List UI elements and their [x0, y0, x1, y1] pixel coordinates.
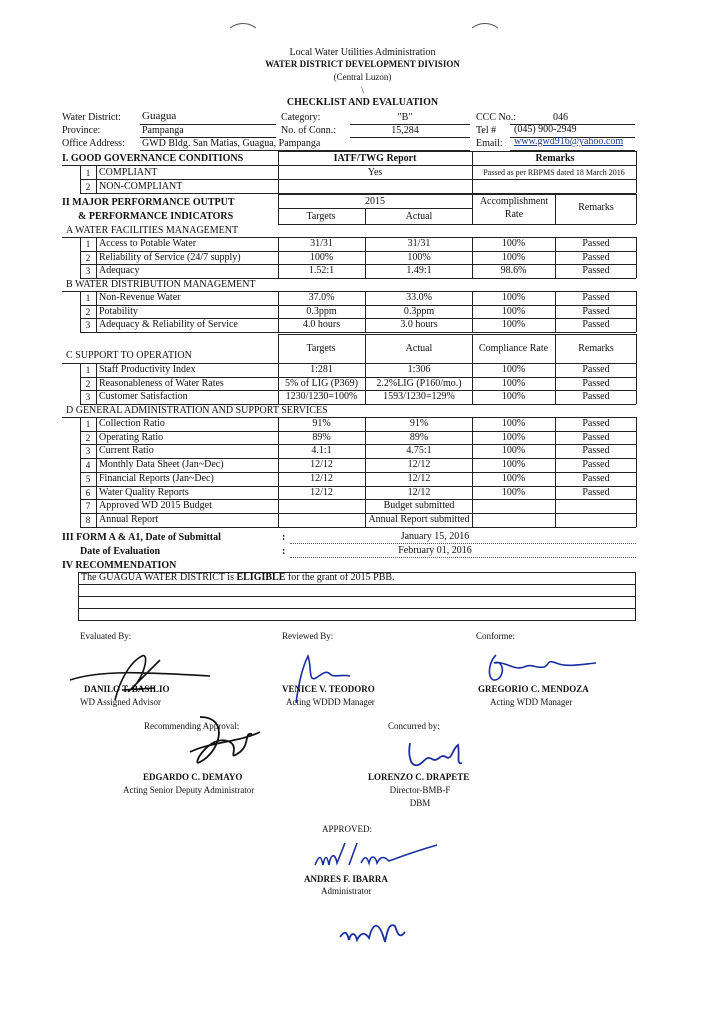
rate-value: 100% — [501, 319, 526, 331]
recommending-approval-label: Recommending Approval: — [144, 721, 240, 731]
actual-value: 89% — [409, 431, 429, 443]
indicator-label: Water Quality Reports — [99, 486, 189, 498]
remarks-value: Passed — [582, 486, 610, 498]
group-d-title: D GENERAL ADMINISTRATION AND SUPPORT SERVICES — [66, 405, 328, 416]
actual-value: 0.3ppm — [403, 305, 435, 317]
remarks-value: Passed — [582, 418, 610, 429]
connections-value: 15,284 — [391, 125, 419, 136]
target-value: 37.0% — [308, 292, 335, 303]
signatory-drapete: LORENZO C. DRAPETE — [368, 772, 470, 782]
target-value: 89% — [312, 431, 331, 443]
rate-value: 100% — [501, 486, 526, 498]
compliant-report: Yes — [367, 167, 383, 178]
remarks-value: Passed — [582, 251, 610, 263]
indicator-label: Annual Report — [99, 513, 159, 525]
initials-mark — [335, 912, 415, 952]
section-1-title: I. GOOD GOVERNANCE CONDITIONS — [62, 153, 244, 164]
signatory-mendoza: GREGORIO C. MENDOZA — [478, 684, 589, 694]
target-value: 31/31 — [310, 238, 333, 249]
rate-value: 100% — [501, 364, 526, 375]
actual-value: Budget submitted — [383, 500, 455, 512]
row-number: 3 — [85, 392, 91, 403]
rate-value: 100% — [501, 238, 526, 249]
ccc-label: CCC No.: — [476, 112, 517, 123]
row-number: 1 — [85, 239, 91, 249]
rate-value: 100% — [501, 431, 526, 443]
col-accomplishment: Accomplishment — [479, 196, 549, 207]
title-basilio: WD Assigned Advisor — [80, 697, 161, 707]
concurred-by-label: Concurred by: — [388, 721, 440, 731]
indicator-label: Operating Ratio — [99, 431, 164, 443]
title-mendoza: Acting WDD Manager — [490, 697, 573, 707]
province-value: Pampanga — [142, 125, 184, 136]
indicator-label: Collection Ratio — [99, 418, 165, 429]
agency-drapete: DBM — [409, 798, 431, 808]
actual-value: 33.0% — [406, 292, 432, 303]
row-number: 2 — [85, 378, 91, 389]
remarks-value: Passed — [582, 391, 610, 403]
title-teodoro: Acting WDDD Manager — [286, 697, 375, 707]
remarks-value: Passed — [582, 364, 610, 375]
col-compliance-rate: Compliance Rate — [478, 343, 549, 354]
remarks-value: Passed — [582, 305, 610, 317]
col-remarks-1: Remarks — [535, 153, 575, 164]
title-drapete: Director-BMB-F — [389, 785, 451, 795]
title-ibarra: Administrator — [321, 886, 372, 896]
region: (Central Luzon) — [333, 72, 392, 82]
remarks-value: Passed — [582, 472, 610, 484]
category-label: Category: — [281, 112, 321, 123]
row-number: 4 — [85, 460, 91, 471]
colon: : — [282, 546, 286, 557]
scan-mark — [228, 18, 258, 32]
rate-value: 98.6% — [500, 265, 527, 277]
remarks-value: Passed — [582, 238, 610, 249]
signature-ibarra — [305, 835, 445, 875]
target-value: 5% of LIG (P369) — [284, 377, 359, 389]
section-2-subtitle: & PERFORMANCE INDICATORS — [78, 211, 234, 222]
rate-value: 100% — [501, 305, 526, 317]
indicator-label: Non-Revenue Water — [99, 292, 181, 303]
target-value: 1230/1230=100% — [285, 391, 358, 403]
indicator-label: Approved WD 2015 Budget — [99, 500, 212, 512]
remarks-value: Passed — [582, 431, 610, 443]
connections-label: No. of Conn.: — [281, 125, 336, 136]
actual-value: 2.2%LIG (P160/mo.) — [376, 377, 462, 389]
row-number: 7 — [85, 501, 91, 512]
compliant-remarks: Passed as per RBPMS dated 18 March 2016 — [483, 168, 625, 177]
agency-name: Local Water Utilities Administration — [289, 47, 436, 58]
actual-value: 1593/1230=129% — [383, 391, 455, 403]
row-number: 1 — [85, 168, 91, 178]
province-label: Province: — [62, 125, 101, 136]
header-mark: \ — [361, 85, 364, 95]
col-actual-c: Actual — [405, 343, 433, 354]
title-demayo: Acting Senior Deputy Administrator — [123, 785, 255, 795]
target-value: 1:281 — [310, 364, 333, 375]
signatory-ibarra: ANDRES F. IBARRA — [304, 874, 388, 884]
office-label: Office Address: — [62, 138, 125, 149]
row-number: 2 — [85, 252, 91, 263]
target-value: 4.1:1 — [311, 445, 332, 457]
col-targets: Targets — [306, 211, 336, 222]
actual-value: 91% — [409, 418, 429, 429]
row-number: 1 — [85, 293, 91, 303]
col-remarks-2: Remarks — [578, 202, 614, 213]
section-4-title: IV RECOMMENDATION — [62, 560, 177, 571]
actual-value: 4.75:1 — [406, 445, 432, 457]
section-2-title: II MAJOR PERFORMANCE OUTPUT — [62, 197, 235, 208]
indicator-label: Potability — [99, 305, 138, 317]
row-number: 3 — [85, 320, 91, 331]
signatory-basilio: DANILO T. BASILIO — [84, 684, 170, 694]
target-value: 12/12 — [310, 459, 333, 471]
col-remarks-c: Remarks — [578, 343, 614, 354]
target-value: 4.0 hours — [302, 319, 341, 331]
target-value: 91% — [312, 418, 331, 429]
evaluation-label: Date of Evaluation — [80, 546, 160, 557]
evaluated-by-label: Evaluated By: — [80, 631, 132, 641]
actual-value: 12/12 — [407, 486, 431, 498]
category-value: "B" — [397, 112, 413, 123]
scan-mark — [470, 18, 500, 32]
actual-value: 1.49:1 — [406, 265, 432, 277]
rate-value: 100% — [501, 377, 526, 389]
indicator-label: Financial Reports (Jan~Dec) — [99, 472, 214, 484]
section-3-title: III FORM A & A1, Date of Submittal — [62, 532, 221, 543]
rate-value: 100% — [501, 251, 526, 263]
indicator-label: Access to Potable Water — [99, 238, 197, 249]
target-value: 1.52:1 — [308, 265, 335, 277]
row-number: 6 — [85, 487, 91, 498]
actual-value: 12/12 — [407, 459, 431, 471]
year-header: 2015 — [365, 196, 385, 207]
remarks-value: Passed — [582, 459, 610, 471]
col-iatf-report: IATF/TWG Report — [333, 153, 417, 164]
office-value: GWD Bldg. San Matias, Guagua, Pampanga — [142, 138, 321, 149]
row-number: 3 — [85, 446, 91, 457]
page-title: CHECKLIST AND EVALUATION — [286, 97, 439, 108]
rate-value: 100% — [501, 472, 526, 484]
recommendation-text: The GUAGUA WATER DISTRICT is ELIGIBLE for the grant of 2015 PBB. — [81, 572, 395, 583]
col-rate: Rate — [504, 209, 524, 220]
approved-label: APPROVED: — [322, 824, 373, 834]
group-a-title: A WATER FACILITIES MANAGEMENT — [66, 225, 239, 236]
row-number: 8 — [85, 514, 91, 525]
actual-value: 3.0 hours — [400, 319, 438, 331]
rate-value: 100% — [501, 418, 526, 429]
row-number: 2 — [85, 182, 91, 192]
indicator-label: Adequacy & Reliability of Service — [99, 319, 238, 331]
col-targets-c: Targets — [306, 343, 336, 354]
target-value: 12/12 — [310, 486, 333, 498]
email-link[interactable]: www.gwd916@yahoo.com — [514, 136, 624, 147]
signatory-teodoro: VENICE V. TEODORO — [282, 684, 375, 694]
ccc-value: 046 — [553, 112, 568, 123]
actual-value: Annual Report submitted — [368, 513, 470, 525]
indicator-label: Adequacy — [99, 265, 140, 277]
row-number: 5 — [85, 473, 91, 484]
row-number: 1 — [85, 365, 91, 375]
remarks-value: Passed — [582, 445, 610, 457]
wd-value: Guagua — [142, 110, 177, 122]
row-number: 2 — [85, 306, 91, 317]
division-name: WATER DISTRICT DEVELOPMENT DIVISION — [265, 59, 460, 69]
submittal-date: January 15, 2016 — [400, 531, 470, 542]
conforme-label: Conforme: — [476, 631, 515, 641]
actual-value: 100% — [407, 251, 431, 263]
indicator-label: Customer Satisfaction — [99, 391, 188, 403]
actual-value: 31/31 — [407, 238, 431, 249]
indicator-label: Current Ratio — [99, 445, 154, 457]
rate-value: 100% — [501, 391, 526, 403]
indicator-label: Reliability of Service (24/7 supply) — [99, 251, 241, 263]
group-c-title: C SUPPORT TO OPERATION — [66, 350, 192, 361]
remarks-value: Passed — [582, 292, 610, 303]
remarks-value: Passed — [582, 319, 610, 331]
email-label: Email: — [476, 138, 503, 149]
actual-value: 12/12 — [407, 472, 431, 484]
rate-value: 100% — [501, 459, 526, 471]
target-value: 0.3ppm — [306, 305, 337, 317]
actual-value: 1:306 — [407, 364, 431, 375]
tel-label: Tel # — [476, 125, 497, 136]
evaluation-date: February 01, 2016 — [398, 545, 472, 556]
group-b-title: B WATER DISTRIBUTION MANAGEMENT — [66, 279, 256, 290]
target-value: 100% — [309, 251, 334, 263]
remarks-value: Passed — [582, 265, 610, 277]
wd-label: Water District: — [62, 112, 121, 123]
rate-value: 100% — [501, 445, 526, 457]
row-number: 3 — [85, 266, 91, 277]
indicator-label: Monthly Data Sheet (Jan~Dec) — [99, 459, 224, 471]
row-number: 1 — [85, 419, 91, 429]
target-value: 12/12 — [310, 472, 333, 484]
rate-value: 100% — [501, 292, 526, 303]
colon: : — [282, 532, 286, 543]
indicator-label: Staff Productivity Index — [99, 364, 196, 375]
col-actual: Actual — [405, 211, 433, 222]
compliant-label: COMPLIANT — [99, 167, 158, 178]
signature-drapete — [400, 735, 480, 775]
remarks-value: Passed — [582, 377, 610, 389]
row-number: 2 — [85, 432, 91, 443]
indicator-label: Reasonableness of Water Rates — [99, 377, 224, 389]
reviewed-by-label: Reviewed By: — [282, 631, 334, 641]
noncompliant-label: NON-COMPLIANT — [99, 181, 183, 192]
signatory-demayo: EDGARDO C. DEMAYO — [143, 772, 243, 782]
tel-value: (045) 900-2949 — [514, 124, 577, 135]
